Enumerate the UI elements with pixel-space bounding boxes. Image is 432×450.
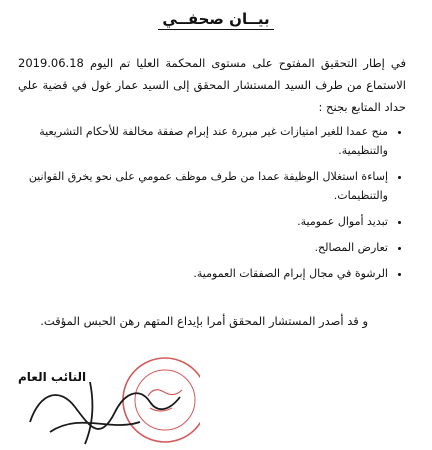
charge-item: • الرشوة في مجال إبرام الصفقات العمومية.	[28, 264, 388, 283]
document-title	[0, 10, 432, 28]
official-stamp-and-signature	[20, 352, 200, 450]
signer-title: النائب العام	[18, 370, 87, 384]
stamp-seal	[123, 358, 200, 442]
charge-item: • تبديد أموال عمومية.	[28, 212, 388, 231]
charge-item: • تعارض المصالح.	[28, 238, 388, 257]
charges-list	[28, 122, 406, 290]
decision-paragraph: و قد أصدر المستشار المحقق أمرا بإيداع المتهم رهن الحبس المؤقت.	[40, 314, 368, 328]
document-title-text: بيــان صحفــي	[158, 10, 273, 30]
handwritten-signature	[30, 382, 180, 444]
charge-item: • إساءة استغلال الوظيفة عمدا من طرف موظف عمومي على نحو يخرق القوانين والتنظيمات.	[28, 167, 388, 205]
charge-item: • منح عمدا للغير امتيازات غير مبررة عند إبرام صفقة مخالفة للأحكام التشريعية والتنظيمية.	[28, 122, 388, 160]
intro-paragraph: في إطار التحقيق المفتوح على مستوى المحكمة العليا تم اليوم 2019.06.18 الاستماع من طرف السيد المستشار المحقق إلى السيد عمار غول في قضية علي حداد المتابع بجنح :	[18, 56, 406, 114]
stamp-inner-ring	[135, 370, 195, 430]
